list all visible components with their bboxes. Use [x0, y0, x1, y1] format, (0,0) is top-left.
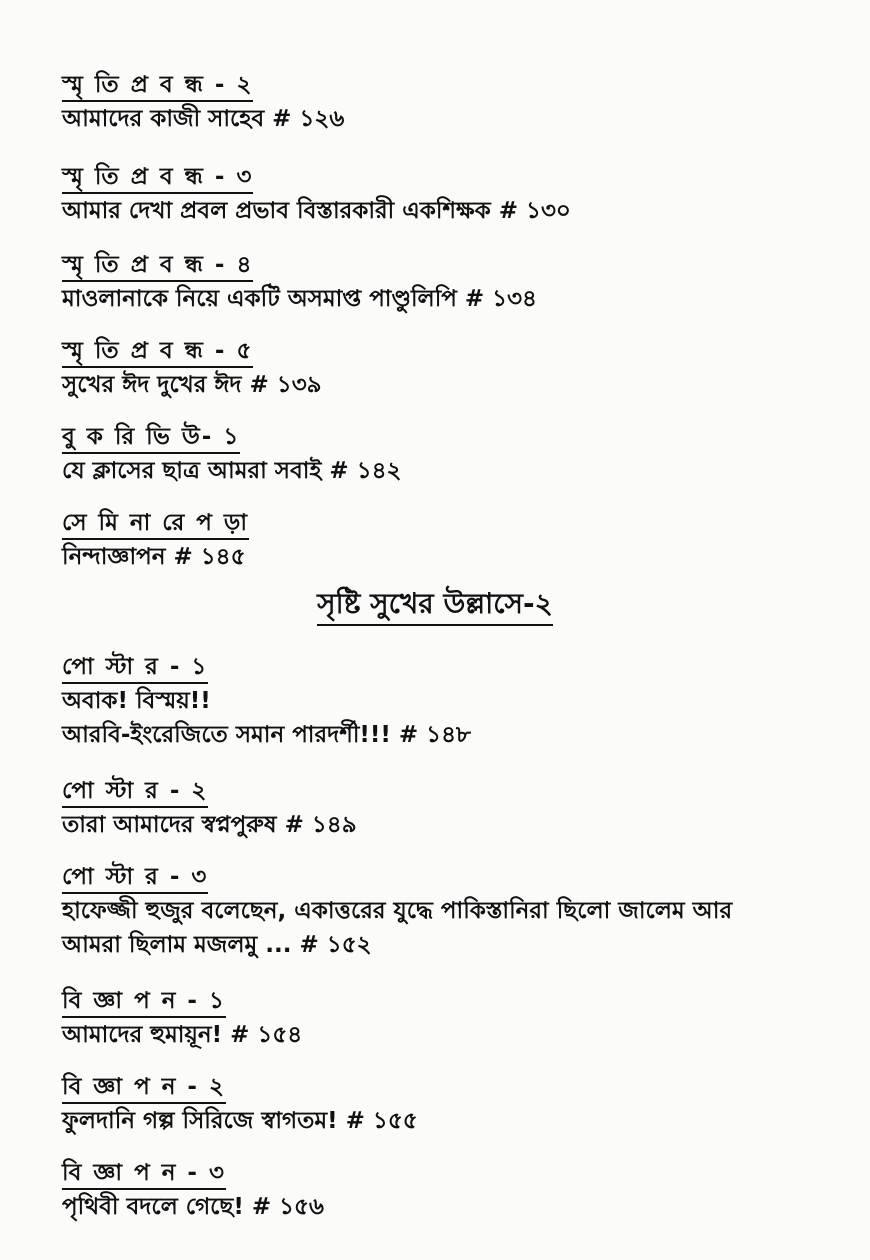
entry-heading: পো স্টা র - ১ [62, 652, 208, 684]
toc-entry [62, 508, 862, 574]
entry-heading: স্মৃ তি প্র ব ন্ধ - ২ [62, 70, 253, 102]
entry-title: সুখের ঈদ দুখের ঈদ # ১৩৯ [62, 372, 322, 398]
entry-title: মাওলানাকে নিয়ে একটি অসমাপ্ত পাণ্ডুলিপি # ১৩৪ [62, 286, 537, 312]
entry-heading: বি জ্ঞা প ন - ৩ [62, 1158, 226, 1190]
entry-heading: সে মি না রে প ড়া [62, 508, 249, 540]
entry-heading: পো স্টা র - ৩ [62, 862, 208, 894]
toc-entry [62, 422, 862, 488]
section-title [0, 584, 870, 626]
entry-heading: বু ক রি ভি উ- ১ [62, 422, 240, 454]
toc-entry [62, 862, 862, 962]
toc-entry [62, 70, 862, 136]
entry-heading: স্মৃ তি প্র ব ন্ধ - ৪ [62, 250, 253, 282]
toc-entry [62, 1072, 862, 1138]
entry-title: যে ক্লাসের ছাত্র আমরা সবাই # ১৪২ [62, 458, 402, 484]
entry-heading: পো স্টা র - ২ [62, 776, 208, 808]
toc-entry [62, 336, 862, 402]
entry-title: পৃথিবী বদলে গেছে! # ১৫৬ [62, 1194, 324, 1220]
toc-entry [62, 776, 862, 842]
entry-title: আমরা ছিলাম মজলমু ... # ১৫২ [62, 932, 372, 958]
toc-entry [62, 1158, 862, 1224]
entry-title: তারা আমাদের স্বপ্নপুরুষ # ১৪৯ [62, 812, 357, 838]
entry-title: ফুলদানি গল্প সিরিজে স্বাগতম! # ১৫৫ [62, 1108, 418, 1134]
toc-entry [62, 652, 862, 752]
entry-title: আরবি-ইংরেজিতে সমান পারদর্শী!!! # ১৪৮ [62, 722, 471, 748]
entry-title: আমাদের কাজী সাহেব # ১২৬ [62, 106, 345, 132]
entry-heading: স্মৃ তি প্র ব ন্ধ - ৫ [62, 336, 253, 368]
toc-entry [62, 986, 862, 1052]
section-title-text: সৃষ্টি সুখের উল্লাসে-২ [317, 584, 553, 626]
entry-title: নিন্দাজ্ঞাপন # ১৪৫ [62, 544, 246, 570]
entry-title: আমাদের হুমায়ূন! # ১৫৪ [62, 1022, 303, 1048]
toc-entry [62, 250, 862, 316]
entry-heading: বি জ্ঞা প ন - ২ [62, 1072, 226, 1104]
toc-entry [62, 162, 862, 228]
entry-heading: স্মৃ তি প্র ব ন্ধ - ৩ [62, 162, 253, 194]
entry-title: আমার দেখা প্রবল প্রভাব বিস্তারকারী একশিক্ষক # ১৩০ [62, 198, 571, 224]
entry-title: অবাক! বিস্ময়!! [62, 688, 211, 714]
entry-title: হাফেজ্জী হুজুর বলেছেন, একাত্তরের যুদ্ধে পাকিস্তানিরা ছিলো জালেম আর [62, 898, 733, 924]
entry-heading: বি জ্ঞা প ন - ১ [62, 986, 226, 1018]
